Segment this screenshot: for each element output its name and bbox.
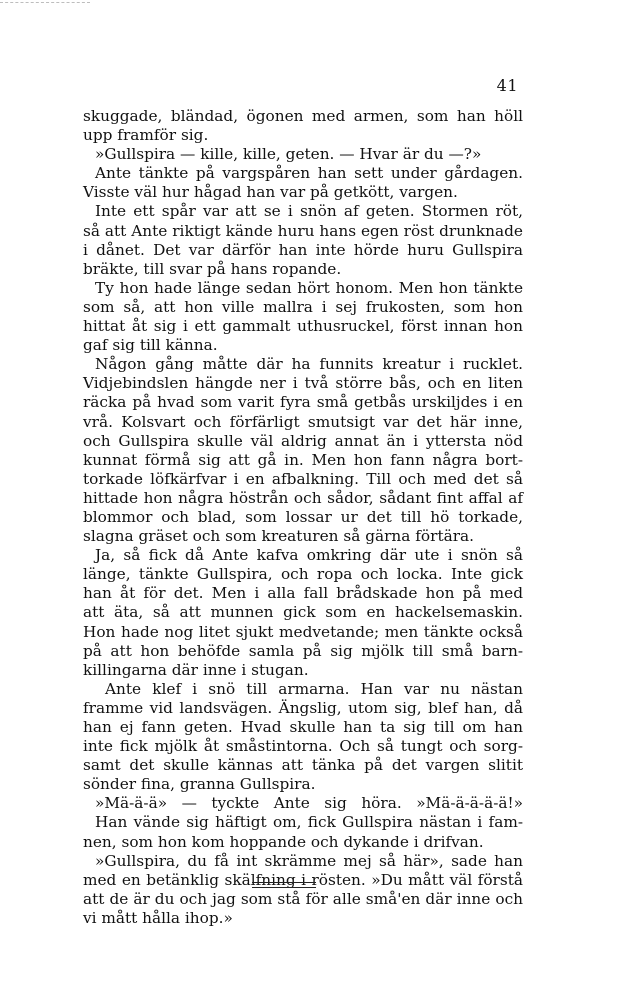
text-line: att äta, så att munnen gick som en hackelsemaskin. — [83, 603, 523, 622]
text-line: Ante tänkte på vargspåren han sett under gårdagen. — [95, 164, 523, 183]
text-line: blommor och blad, som lossar ur det till hö torkade, — [83, 507, 523, 526]
text-line: skuggade, bländad, ögonen med armen, som han höll — [83, 107, 523, 125]
text-line: Ja, så fick då Ante kafva omkring där ute i snön så — [95, 546, 523, 565]
text-line: inte fick mjölk åt småstintorna. Och så tungt och sorg- — [83, 737, 523, 756]
text-line: länge, tänkte Gullspira, och ropa och locka. Inte gick — [83, 565, 523, 584]
text-line: kunnat förmå sig att gå in. Men hon fann några bort- — [83, 450, 523, 469]
text-line: räcka på hvad som varit fyra små getbås urskiljdes i en — [83, 393, 523, 412]
text-line: framme vid landsvägen. Ängslig, utom sig, blef han, då — [83, 698, 523, 717]
body-text — [83, 107, 523, 928]
text-line: att de är du och jag som stå för alle små'en där inne och — [83, 889, 523, 908]
text-line: hittade hon några höstrån och sådor, sådant fint affal af — [83, 488, 523, 507]
text-line: och Gullspira skulle väl aldrig annat än i yttersta nöd — [83, 431, 523, 450]
text-line: med en betänklig skälfning i rösten. »Du mått väl förstå — [83, 870, 523, 889]
text-line: sönder fina, granna Gullspira. — [83, 775, 316, 794]
text-line: nen, som hon kom hoppande och dykande i drifvan. — [83, 832, 484, 851]
text-line: upp framför sig. — [83, 126, 209, 145]
text-line: killingarna där inne i stugan. — [83, 660, 309, 679]
text-line: Ante klef i snö till armarna. Han var nu nästan — [105, 679, 523, 698]
text-line: Någon gång måtte där ha funnits kreatur i rucklet. — [95, 355, 523, 374]
text-line: han åt för det. Men i alla fall brådskade hon på med — [83, 584, 523, 603]
text-line: Visste väl hur hågad han var på getkött, vargen. — [83, 183, 458, 202]
text-line: Inte ett spår var att se i snön af geten. Stormen röt, — [95, 202, 523, 221]
text-line: gaf sig till känna. — [83, 336, 218, 355]
text-line: i dånet. Det var därför han inte hörde huru Gullspira — [83, 240, 523, 259]
text-line: han ej fann geten. Hvad skulle han ta sig till om han — [83, 718, 523, 736]
top-edge-rule — [0, 2, 90, 3]
text-line: »Mä-ä-ä» — tyckte Ante sig höra. »Mä-ä-ä-ä-ä!» — [95, 794, 523, 813]
end-double-rule — [252, 882, 316, 888]
text-line: vrå. Kolsvart och förfärligt smutsigt var det här inne, — [83, 412, 523, 431]
text-line: Vidjebindslen hängde ner i två större bås, och en liten — [83, 374, 523, 393]
text-line: »Gullspira, du få int skrämme mej så här», sade han — [95, 851, 523, 870]
text-line: hittat åt sig i ett gammalt uthusruckel, först innan hon — [83, 317, 523, 336]
page-number: 41 — [496, 76, 518, 95]
text-line: som så, att hon ville mallra i sej frukosten, som hon — [83, 297, 523, 316]
text-line: samt det skulle kännas att tänka på det vargen slitit — [83, 756, 523, 775]
text-line: Han vände sig häftigt om, fick Gullspira nästan i fam- — [95, 813, 523, 832]
text-line: på att hon behöfde samla på sig mjölk till små barn- — [83, 641, 523, 660]
text-line: Ty hon hade länge sedan hört honom. Men hon tänkte — [95, 278, 523, 297]
text-line: torkade löfkärfvar i en afbalkning. Till och med det så — [83, 469, 523, 488]
text-line: slagna gräset och som kreaturen så gärna förtära. — [83, 527, 475, 546]
text-line: vi mått hålla ihop.» — [83, 908, 233, 927]
text-line: bräkte, till svar på hans ropande. — [83, 259, 342, 278]
text-line: så att Ante riktigt kände huru hans egen röst drunknade — [83, 221, 523, 240]
text-line: Hon hade nog litet sjukt medvetande; men tänkte också — [83, 622, 523, 641]
text-line: »Gullspira — kille, kille, geten. — Hvar är du —?» — [95, 145, 482, 164]
